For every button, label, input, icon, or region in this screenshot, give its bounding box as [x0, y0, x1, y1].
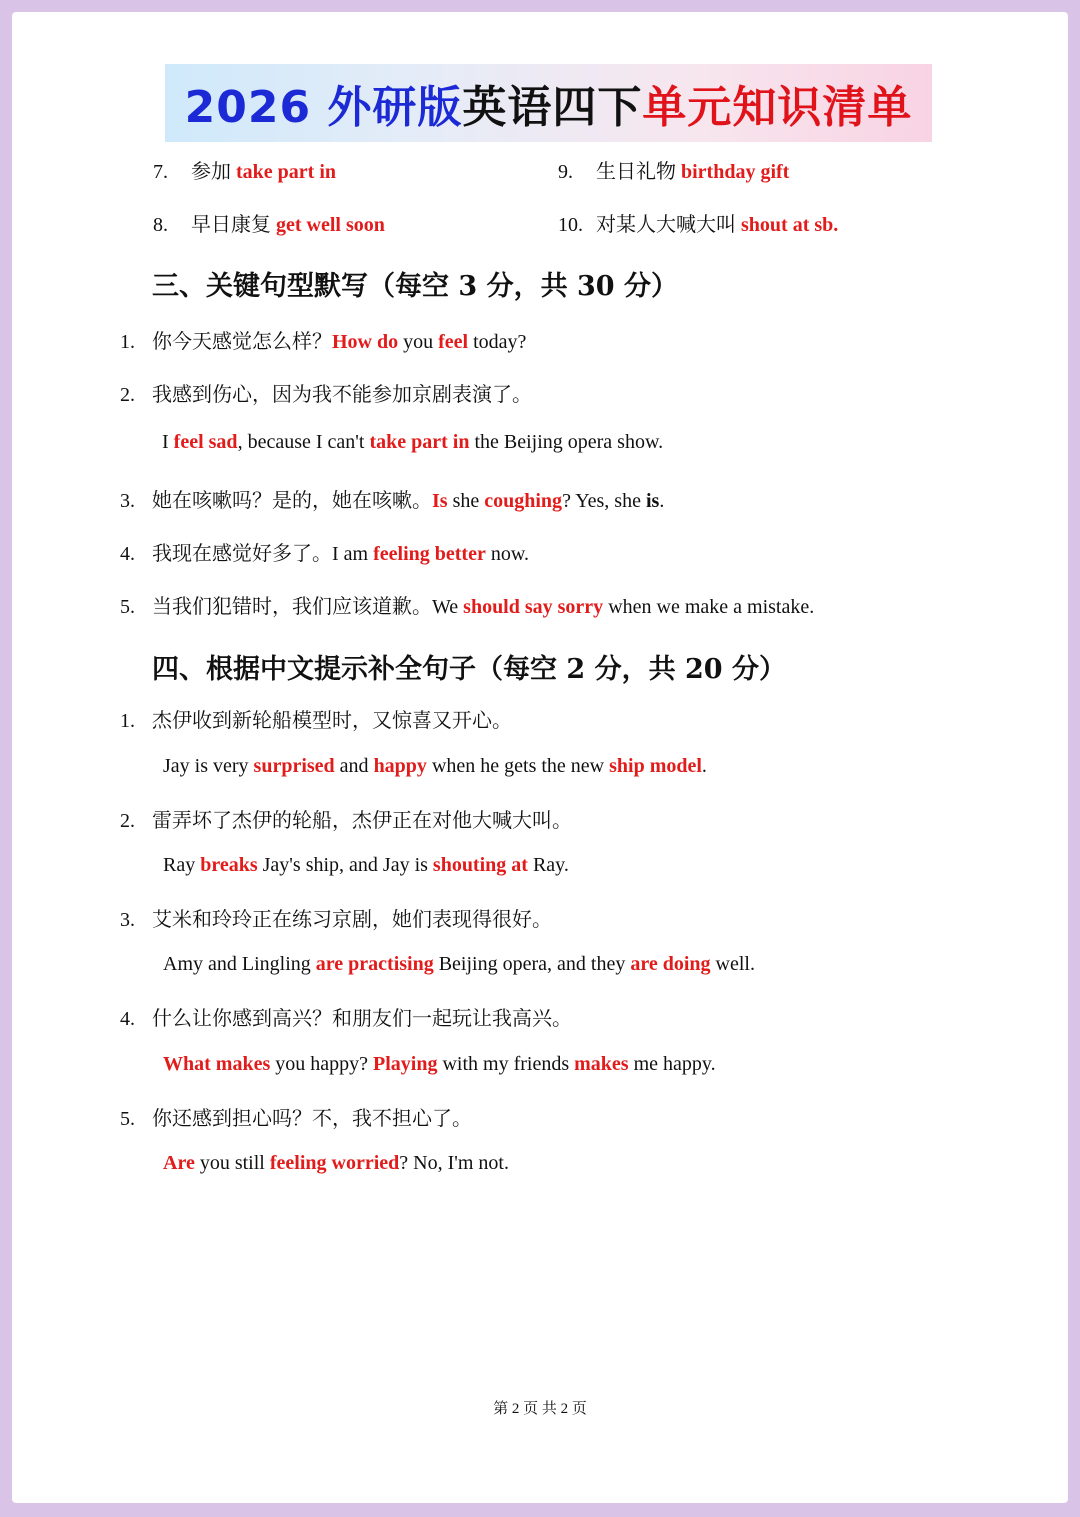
section4-title: 四、根据中文提示补全句子（每空 2 分，共 20 分）: [152, 654, 786, 685]
banner-part3: 单元知识清单: [642, 82, 913, 133]
section3-title: 三、关键句型默写（每空 3 分，共 30 分）: [152, 271, 678, 302]
s3-item-1: 1. 你今天感觉怎么样？How do you feel today?: [120, 331, 527, 353]
page-footer: 第 2 页 共 2 页: [493, 1401, 587, 1417]
s4-item-1: 1. 杰伊收到新轮船模型时，又惊喜又开心。: [120, 710, 512, 732]
phrase-item-7: 7. 参加 take part in: [153, 161, 336, 183]
title-banner: [165, 64, 932, 142]
phrase-item-10: 10. 对某人大喊大叫 shout at sb.: [558, 214, 839, 236]
s4-item-3: 3. 艾米和玲玲正在练习京剧，她们表现得很好。: [120, 909, 552, 931]
document-page: [12, 12, 1068, 1503]
s4-item-1-answer: Jay is very surprised and happy when he gets the new ship model.: [163, 755, 707, 777]
s3-item-4: 4. 我现在感觉好多了。I am feeling better now.: [120, 543, 529, 565]
s4-item-5: 5. 你还感到担心吗？不，我不担心了。: [120, 1108, 472, 1130]
s4-item-4-answer: What makes you happy? Playing with my friends makes me happy.: [163, 1053, 716, 1075]
phrase-item-9: 9. 生日礼物 birthday gift: [558, 161, 790, 183]
s4-item-2-answer: Ray breaks Jay's ship, and Jay is shouting at Ray.: [163, 854, 569, 876]
s4-item-4: 4. 什么让你感到高兴？和朋友们一起玩让我高兴。: [120, 1008, 572, 1030]
banner-part1: 2026 外研版: [184, 82, 463, 133]
banner-part2: 英语四下: [462, 82, 643, 133]
s3-item-5: 5. 当我们犯错时，我们应该道歉。We should say sorry when we make a mistake.: [120, 596, 815, 618]
s4-item-2: 2. 雷弄坏了杰伊的轮船，杰伊正在对他大喊大叫。: [120, 810, 572, 832]
phrase-item-8: 8. 早日康复 get well soon: [153, 214, 385, 236]
s3-item-2-answer: I feel sad, because I can't take part in the Beijing opera show.: [162, 431, 664, 453]
s3-item-2: 2. 我感到伤心，因为我不能参加京剧表演了。: [120, 384, 532, 406]
s3-item-3: 3. 她在咳嗽吗？是的，她在咳嗽。Is she coughing? Yes, she is.: [120, 490, 665, 512]
s4-item-5-answer: Are you still feeling worried? No, I'm not.: [163, 1152, 509, 1174]
s4-item-3-answer: Amy and Lingling are practising Beijing opera, and they are doing well.: [163, 953, 755, 975]
